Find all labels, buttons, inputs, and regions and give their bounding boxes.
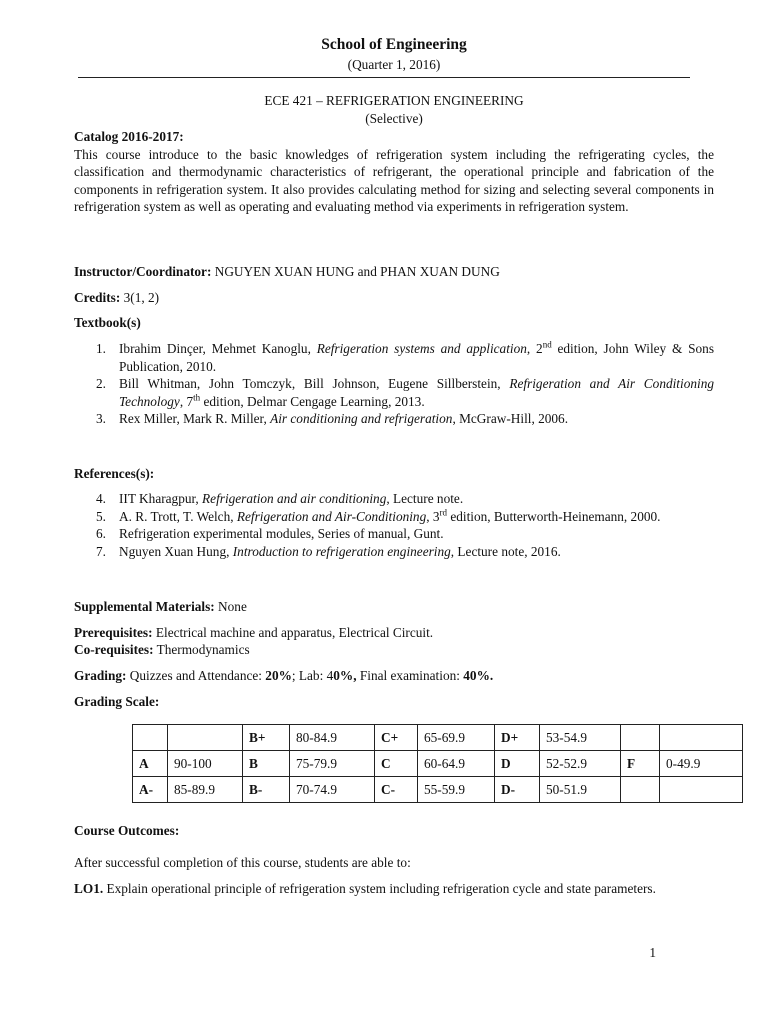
textbook-detail: , 7 [179,393,194,409]
grading-text: Final examination: [356,668,464,683]
grading-cell [660,725,743,751]
grading-cell: B+ [243,725,290,751]
textbook-number: 2. [96,376,106,391]
grading-cell: 50-51.9 [540,777,621,803]
grading-cell: 90-100 [168,751,243,777]
reference-number: 5. [96,508,106,524]
instructor-label: Instructor/Coordinator: [74,264,212,279]
lo1-label: LO1. [74,881,104,896]
reference-number: 4. [96,491,106,506]
learning-outcome-1 [74,880,714,898]
supplemental-line [74,598,714,616]
textbook-number: 1. [96,341,106,356]
grading-cell: 53-54.9 [540,725,621,751]
grading-cell: D- [495,777,540,803]
grading-scale-table [132,724,743,803]
grading-line [74,667,714,685]
textbook-title: Refrigeration and Air Conditioning Technology [119,376,714,409]
grading-cell: 55-59.9 [418,777,495,803]
references-label: References(s): [74,466,155,481]
corequisites-label: Co-requisites: [74,642,154,657]
credits-line [74,289,714,307]
quarter-label: (Quarter 1, 2016) [347,57,441,72]
reference-detail: , 3 [426,508,440,524]
prerequisites-label: Prerequisites: [74,625,153,640]
school-title: School of Engineering [321,36,467,53]
lo1-text: Explain operational principle of refrigeration system including refrigeration cycle and state parameters. [103,881,656,896]
textbook-item [74,375,714,410]
grading-scale-label: Grading Scale: [74,694,160,709]
catalog-section [74,128,714,216]
reference-number: 7. [96,543,106,559]
textbook-superscript: th [193,392,201,403]
reference-title: Introduction to refrigeration engineering [232,543,451,559]
reference-authors: Nguyen Xuan Hung, [119,543,233,559]
textbook-publisher: edition, Delmar Cengage Learning, 2013. [200,393,425,409]
reference-title: Refrigeration and Air-Conditioning [236,508,427,524]
textbook-detail: , McGraw-Hill, 2006. [452,411,569,426]
reference-item [74,525,714,543]
textbook-publisher: edition, John Wiley & Sons Publication, 2010. [119,341,715,374]
instructor-value: NGUYEN XUAN HUNG and PHAN XUAN DUNG [211,264,500,279]
grading-label: Grading: [74,668,127,683]
reference-publisher: edition, Butterworth-Heinemann, 2000. [447,508,661,524]
grading-cell: 65-69.9 [418,725,495,751]
grading-row [133,777,743,803]
instructor-line [74,263,714,281]
prerequisites-line [74,624,714,642]
page-number: 1 [649,945,656,960]
grading-cell [168,725,243,751]
catalog-label: Catalog 2016-2017: [74,129,184,144]
grading-cell: C+ [375,725,418,751]
outcomes-label: Course Outcomes: [74,823,180,838]
grading-cell: C- [375,777,418,803]
textbook-title: Air conditioning and refrigeration [270,411,453,426]
grading-value: 20% [265,668,292,683]
textbook-authors: Ibrahim Dinçer, Mehmet Kanoglu, [119,341,317,356]
references-section [74,490,714,560]
textbook-authors: Bill Whitman, John Tomczyk, Bill Johnson, Eugene Sillberstein, [119,376,510,391]
grading-row [133,751,743,777]
reference-authors: IIT Kharagpur, [119,491,203,506]
supplemental-value: None [214,599,247,614]
grading-cell: F [621,751,660,777]
reference-text: Refrigeration experimental modules, Series of manual, Gunt. [119,526,444,541]
reference-item [74,543,714,561]
grading-cell [133,725,168,751]
outcomes-heading [74,822,714,840]
grading-cell: 60-64.9 [418,751,495,777]
grading-cell: D [495,751,540,777]
textbooks-section [74,340,714,428]
grading-row [133,725,743,751]
reference-detail: , Lecture note. [386,491,464,506]
prerequisites-value: Electrical machine and apparatus, Electrical Circuit. [152,625,434,640]
textbooks-label: Textbook(s) [74,315,141,330]
textbook-item [74,340,714,375]
reference-title: Refrigeration and air conditioning [202,491,387,506]
grading-cell: D+ [495,725,540,751]
grading-text: ; Lab: 4 [291,668,334,683]
grading-cell: B- [243,777,290,803]
grading-cell [621,777,660,803]
reference-item [74,508,714,526]
credits-label: Credits: [74,290,121,305]
course-type: (Selective) [365,111,423,126]
textbook-superscript: nd [542,339,552,350]
grading-text: Quizzes and Attendance: [126,668,266,683]
grading-value: 40%. [463,668,494,683]
grading-cell [621,725,660,751]
reference-superscript: rd [439,507,448,518]
grading-cell: A [133,751,168,777]
reference-authors: A. R. Trott, T. Welch, [119,508,237,524]
course-title: ECE 421 – REFRIGERATION ENGINEERING [264,93,524,108]
outcomes-intro: After successful completion of this course, students are able to: [74,855,411,870]
reference-number: 6. [96,526,106,541]
references-heading [74,465,714,483]
grading-cell: A- [133,777,168,803]
textbook-title: Refrigeration systems and application [316,341,527,356]
grading-cell: 80-84.9 [290,725,375,751]
textbook-item [74,410,714,428]
textbook-detail: , 2 [526,341,543,356]
grading-cell: C [375,751,418,777]
textbook-authors: Rex Miller, Mark R. Miller, [119,411,271,426]
credits-value: 3(1, 2) [120,290,160,305]
grading-cell: 0-49.9 [660,751,743,777]
grading-scale-heading [74,693,714,711]
grading-cell: 52-52.9 [540,751,621,777]
grading-cell: B [243,751,290,777]
textbooks-heading [74,314,714,332]
reference-detail: , Lecture note, 2016. [450,543,561,559]
corequisites-value: Thermodynamics [153,642,250,657]
corequisites-line [74,641,714,659]
grading-cell: 75-79.9 [290,751,375,777]
grading-cell: 85-89.9 [168,777,243,803]
reference-item [74,490,714,508]
catalog-description: This course introduce to the basic knowledges of refrigeration system including the refrigerating cycles, the classification and thermodynamic characteristics of refrigerant, the operational principle and fabrication of the components in refrigeration system. It also provides calculating method for sizing and selecting several components in refrigeration system as well as operating and evaluating method via experiments in refrigeration system. [74,146,714,214]
grading-cell: 70-74.9 [290,777,375,803]
grading-value: 0%, [333,668,357,683]
supplemental-label: Supplemental Materials: [74,599,215,614]
grading-cell [660,777,743,803]
header-divider [78,77,690,78]
textbook-number: 3. [96,411,106,426]
